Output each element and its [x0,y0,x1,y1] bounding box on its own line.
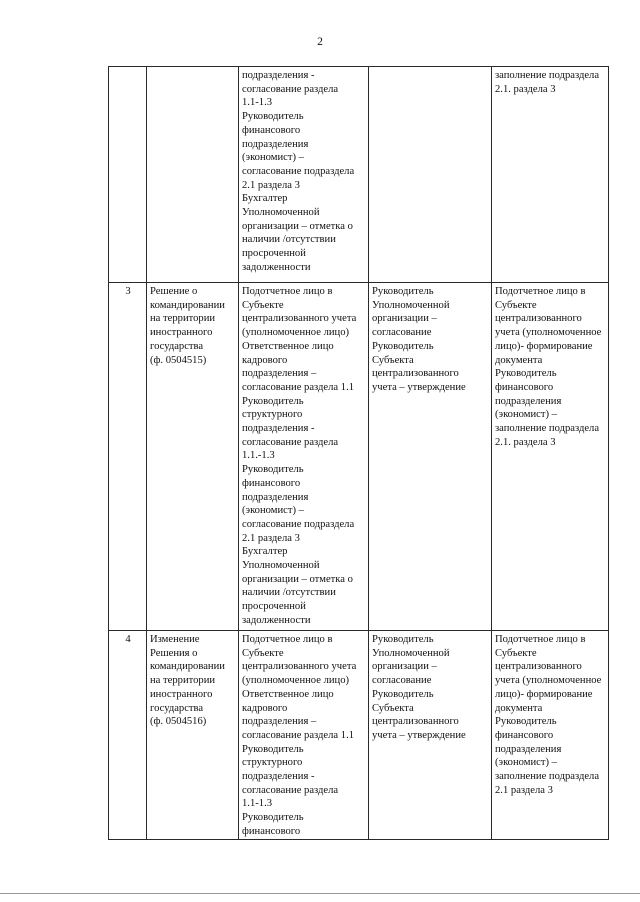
row-number-cell: 4 [109,631,147,840]
cell-text-line: заполнение подраздела [495,771,600,783]
cell-text-line: финансового [495,381,554,393]
cell-text-line: иностранного [150,327,213,339]
cell-text-line: подразделения [495,743,562,755]
cell-text-line: Руководитель [372,286,434,297]
cell-text-line: 2.1 раздела 3 [242,179,300,191]
cell-text-line: структурного [242,757,303,769]
document-name-cell [147,631,239,840]
participants-cell [239,67,369,283]
cell-text-line: (экономист) – [242,152,304,164]
cell-text-line: (уполномоченное лицо) [242,327,350,339]
cell-text-line: 2.1 раздела 3 [495,784,553,796]
table-row [109,631,609,840]
cell-text-line: организации – отметка о [242,573,353,585]
cell-text-line: Бухгалтер [242,546,288,558]
cell-text-line: организации – [372,661,437,673]
cell-text-line: подразделения – [242,368,317,380]
cell-text-line: Подотчетное лицо в [242,634,333,645]
cell-text-line: Подотчетное лицо в [495,634,586,645]
cell-text-line: государства [150,340,204,352]
cell-text-line: подразделения - [242,423,315,435]
cell-text-line: наличии /отсутствии [242,587,336,599]
cell-text-line: централизованного [372,716,459,728]
cell-text-line: на территории [150,675,216,687]
cell-text-line: лицо)- формирование [495,340,593,352]
cell-text-line: Подотчетное лицо в [495,286,586,297]
cell-text-line: просроченной [242,248,306,260]
cell-text-line: централизованного учета [242,661,357,673]
cell-text-line: подразделения [242,491,309,503]
cell-text-line: финансового [495,729,554,741]
cell-text-line: Руководитель [242,743,304,755]
cell-text-line: централизованного учета [242,313,357,325]
approval-cell [369,67,492,283]
cell-text-line: финансового [242,477,301,489]
cell-text-line: 2.1 раздела 3 [242,532,300,544]
cell-text-line: согласование раздела [242,436,339,448]
cell-text-line: Руководитель [242,464,304,476]
cell-text-line: документа [495,354,543,366]
cell-text-line: государства [150,702,204,714]
cell-text-line: согласование подраздела [242,165,355,177]
cell-text-line: централизованного [372,368,459,380]
cell-text-line: иностранного [150,688,213,700]
cell-text-line: организации – [372,313,437,325]
cell-text-line: командировании [150,661,225,673]
document-name-cell [147,67,239,283]
cell-text-line: согласование [372,675,432,687]
cell-text-line: Ответственное лицо [242,340,334,352]
cell-text-line: учета (уполномоченное [495,327,602,339]
cell-text-line: 2.1. раздела 3 [495,436,556,448]
cell-text-line: согласование раздела 1.1 [242,729,355,741]
cell-text-line: учета – утверждение [372,381,466,393]
document-name-cell [147,283,239,631]
cell-text-line: согласование раздела [242,784,339,796]
cell-text-line: финансового [242,124,301,136]
table-row [109,67,609,283]
cell-text-line: задолженности [242,261,311,273]
cell-text-line: заполнение подраздела [495,70,600,81]
cell-text-line: централизованного [495,661,582,673]
document-table [108,66,609,840]
cell-text-line: Руководитель [372,634,434,645]
page-bottom-rule [0,893,640,894]
approval-cell [369,631,492,840]
cell-text-line: подразделения - [242,70,315,81]
table-row [109,283,609,631]
cell-text-line: командировании [150,299,225,311]
cell-text-line: Уполномоченной [242,560,320,572]
cell-text-line: лицо)- формирование [495,688,593,700]
cell-text-line: Руководитель [495,716,557,728]
cell-text-line: кадрового [242,702,288,714]
cell-text-line: подразделения [495,395,562,407]
cell-text-line: 1.1-1.3 [242,798,273,810]
cell-text-line: согласование подраздела [242,518,355,530]
cell-text-line: 2.1. раздела 3 [495,83,556,95]
cell-text-line: Руководитель [372,688,434,700]
cell-text-line: 1.1.-1.3 [242,450,275,462]
cell-text-line: (ф. 0504515) [150,354,207,366]
cell-text-line: Субъекте [242,299,284,311]
cell-text-line: Субъекта [372,702,414,714]
cell-text-line: задолженности [242,614,311,626]
preparation-cell [492,631,609,840]
cell-text-line: (экономист) – [495,757,557,769]
cell-text-line: Субъекте [242,647,284,659]
cell-text-line: (ф. 0504516) [150,716,207,728]
cell-text-line: согласование раздела [242,83,339,95]
cell-text-line: согласование [372,327,432,339]
cell-text-line: Решения о [150,647,198,659]
cell-text-line: (экономист) – [242,505,304,517]
cell-text-line: Ответственное лицо [242,688,334,700]
cell-text-line: структурного [242,409,303,421]
cell-text-line: Решение о [150,286,198,297]
cell-text-line: Руководитель [495,368,557,380]
cell-text-line: Изменение [150,634,200,645]
preparation-cell [492,283,609,631]
approval-cell [369,283,492,631]
cell-text-line: подразделения [242,138,309,150]
cell-text-line: заполнение подраздела [495,423,600,435]
cell-text-line: Уполномоченной [242,207,320,219]
cell-text-line: кадрового [242,354,288,366]
cell-text-line: на территории [150,313,216,325]
preparation-cell [492,67,609,283]
participants-cell [239,631,369,840]
cell-text-line: учета – утверждение [372,729,466,741]
participants-cell [239,283,369,631]
cell-text-line: Руководитель [372,340,434,352]
cell-text-line: учета (уполномоченное [495,675,602,687]
cell-text-line: подразделения – [242,716,317,728]
cell-text-line: согласование раздела 1.1 [242,381,355,393]
cell-text-line: Субъекта [372,354,414,366]
cell-text-line: Руководитель [242,395,304,407]
cell-text-line: Субъекте [495,647,537,659]
cell-text-line: 1.1-1.3 [242,97,273,109]
cell-text-line: Уполномоченной [372,299,450,311]
cell-text-line: просроченной [242,601,306,613]
cell-text-line: организации – отметка о [242,220,353,232]
cell-text-line: Подотчетное лицо в [242,286,333,297]
cell-text-line: наличии /отсутствии [242,234,336,246]
row-number-cell: 3 [109,283,147,631]
cell-text-line: Бухгалтер [242,193,288,205]
cell-text-line: Руководитель [242,812,304,824]
cell-text-line: Уполномоченной [372,647,450,659]
cell-text-line: централизованного [495,313,582,325]
cell-text-line: документа [495,702,543,714]
cell-text-line: (уполномоченное лицо) [242,675,350,687]
cell-text-line: подразделения - [242,771,315,783]
cell-text-line: Субъекте [495,299,537,311]
cell-text-line: Руководитель [242,111,304,123]
cell-text-line: (экономист) – [495,409,557,421]
page-number: 2 [317,36,323,48]
cell-text-line: финансового [242,825,301,837]
row-number-cell [109,67,147,283]
